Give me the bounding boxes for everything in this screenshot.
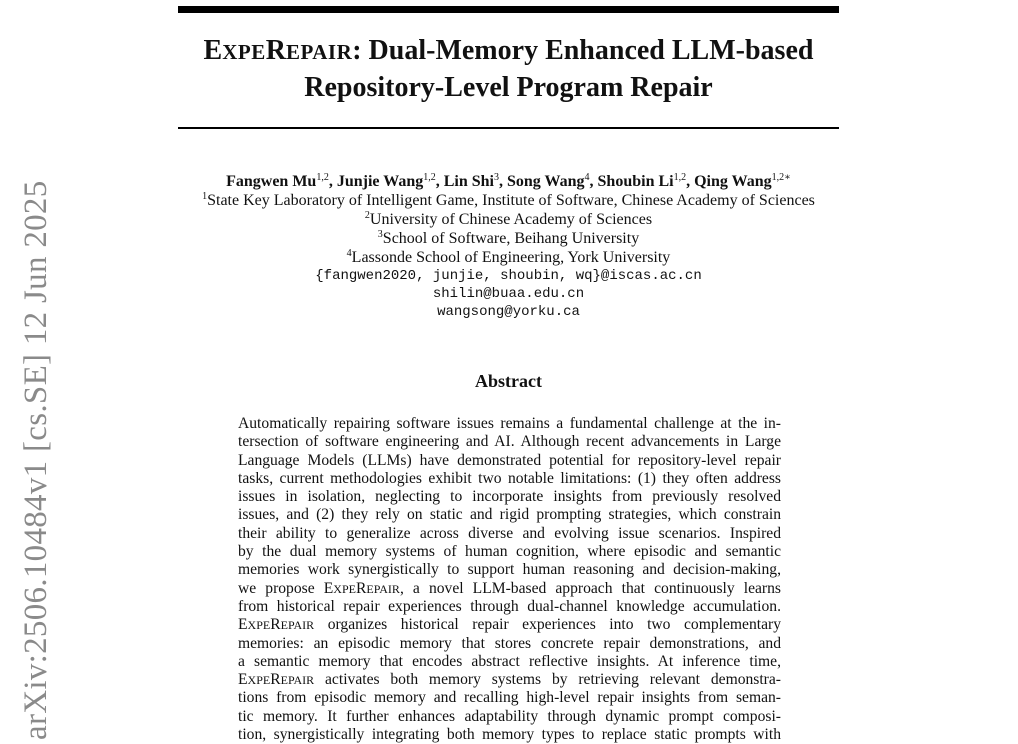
email[interactable]: {fangwen2020, junjie, shoubin, wq}@iscas.ac.cn bbox=[315, 268, 702, 284]
email[interactable]: wangsong@yorku.ca bbox=[437, 304, 580, 320]
abstract-line: EXPEREPAIR organizes historical repair experiences into two complementary bbox=[238, 616, 781, 634]
author: Song Wang$^4$ bbox=[507, 172, 590, 190]
affiliation: $^1$State Key Laboratory of Intelligent Game, Institute of Software, Chinese Academy of Sciences bbox=[202, 191, 815, 209]
author: Junjie Wang$^{1,2}$ bbox=[336, 172, 436, 190]
method-name: EXPEREPAIR bbox=[238, 616, 315, 634]
abstract-line: Automatically repairing software issues remains a fundamental challenge at the in- bbox=[238, 415, 781, 432]
affiliation: $^2$University of Chinese Academy of Sciences bbox=[364, 210, 653, 228]
abstract-heading: Abstract bbox=[475, 371, 542, 391]
author-block bbox=[150, 172, 867, 321]
title-line-1-rest: : Dual-Memory Enhanced LLM-based bbox=[352, 35, 814, 66]
abstract-line: memories: an episodic memory that stores concrete repair demonstrations, and bbox=[238, 634, 781, 652]
abstract-line: Language Models (LLMs) have demonstrated potential for repository-level repair bbox=[238, 451, 781, 469]
abstract-line: EXPEREPAIR activates both memory systems by retrieving relevant demonstra- bbox=[238, 671, 781, 689]
affiliation: $^4$Lassonde School of Engineering, York University bbox=[346, 248, 671, 266]
author: Qing Wang$^{1,2∗}$ bbox=[694, 172, 791, 190]
author: Lin Shi$^3$ bbox=[443, 172, 499, 190]
abstract-line: their ability to generalize across diverse and evolving issue scenarios. Inspired bbox=[238, 524, 781, 542]
abstract-body bbox=[238, 415, 781, 744]
title-name-initial-e: E bbox=[203, 35, 223, 66]
author: Fangwen Mu$^{1,2}$ bbox=[226, 172, 329, 190]
abstract-line: tersection of software engineering and AI. Although recent advancements in Large bbox=[238, 433, 781, 451]
arxiv-side-label: arXiv:2506.10484v1 [cs.SE] 12 Jun 2025 bbox=[18, 180, 54, 740]
author: Shoubin Li$^{1,2}$ bbox=[597, 172, 687, 190]
abstract-line: by the dual memory systems of human cognition, where episodic and semantic bbox=[238, 543, 781, 561]
title-line-1 bbox=[204, 35, 814, 66]
title-name-initial-r: R bbox=[265, 35, 286, 66]
paper-title bbox=[178, 33, 839, 105]
bottom-rule bbox=[178, 127, 839, 129]
abstract-line: issues in isolation, neglecting to incorporate insights from previously resolved bbox=[238, 488, 781, 506]
method-name: EXPEREPAIR bbox=[238, 671, 315, 689]
abstract-line: memories work synergistically to support human reasoning and decision-making, bbox=[238, 561, 781, 579]
abstract-line: from historical repair experiences through dual-channel knowledge accumulation. bbox=[238, 597, 781, 615]
title-name-smallcaps-2: EPAIR bbox=[285, 40, 353, 64]
title-line-2: Repository-Level Program Repair bbox=[304, 72, 713, 103]
affiliation: $^3$School of Software, Beihang University bbox=[377, 229, 640, 247]
title-name-smallcaps-1: XPE bbox=[222, 40, 266, 64]
method-name: EXPEREPAIR bbox=[323, 579, 400, 597]
abstract-line: tasks, current methodologies exhibit two notable limitations: (1) they often address bbox=[238, 469, 781, 487]
email[interactable]: shilin@buaa.edu.cn bbox=[432, 286, 585, 302]
abstract-line: tions from episodic memory and recalling high-level repair insights from seman- bbox=[238, 689, 781, 707]
author-list: Fangwen Mu$^{1,2}$, Junjie Wang$^{1,2}$, Lin Shi$^3$, Song Wang$^4$, Shoubin Li$^{1,2}$, Qing Wang$^{1,2∗}$ bbox=[226, 172, 791, 190]
abstract-line: a semantic memory that encodes abstract reflective insights. At inference time, bbox=[238, 652, 781, 670]
abstract-line: issues, and (2) they rely on static and rigid prompting strategies, which constrain bbox=[238, 506, 781, 524]
abstract-line: we propose EXPEREPAIR, a novel LLM-based approach that continuously learns bbox=[238, 579, 781, 597]
top-rule bbox=[178, 6, 839, 13]
abstract-line: tic memory. It further enhances adaptability through dynamic prompt composi- bbox=[238, 707, 781, 725]
abstract-line: tion, synergistically integrating both memory types to replace static prompts with bbox=[238, 726, 781, 744]
